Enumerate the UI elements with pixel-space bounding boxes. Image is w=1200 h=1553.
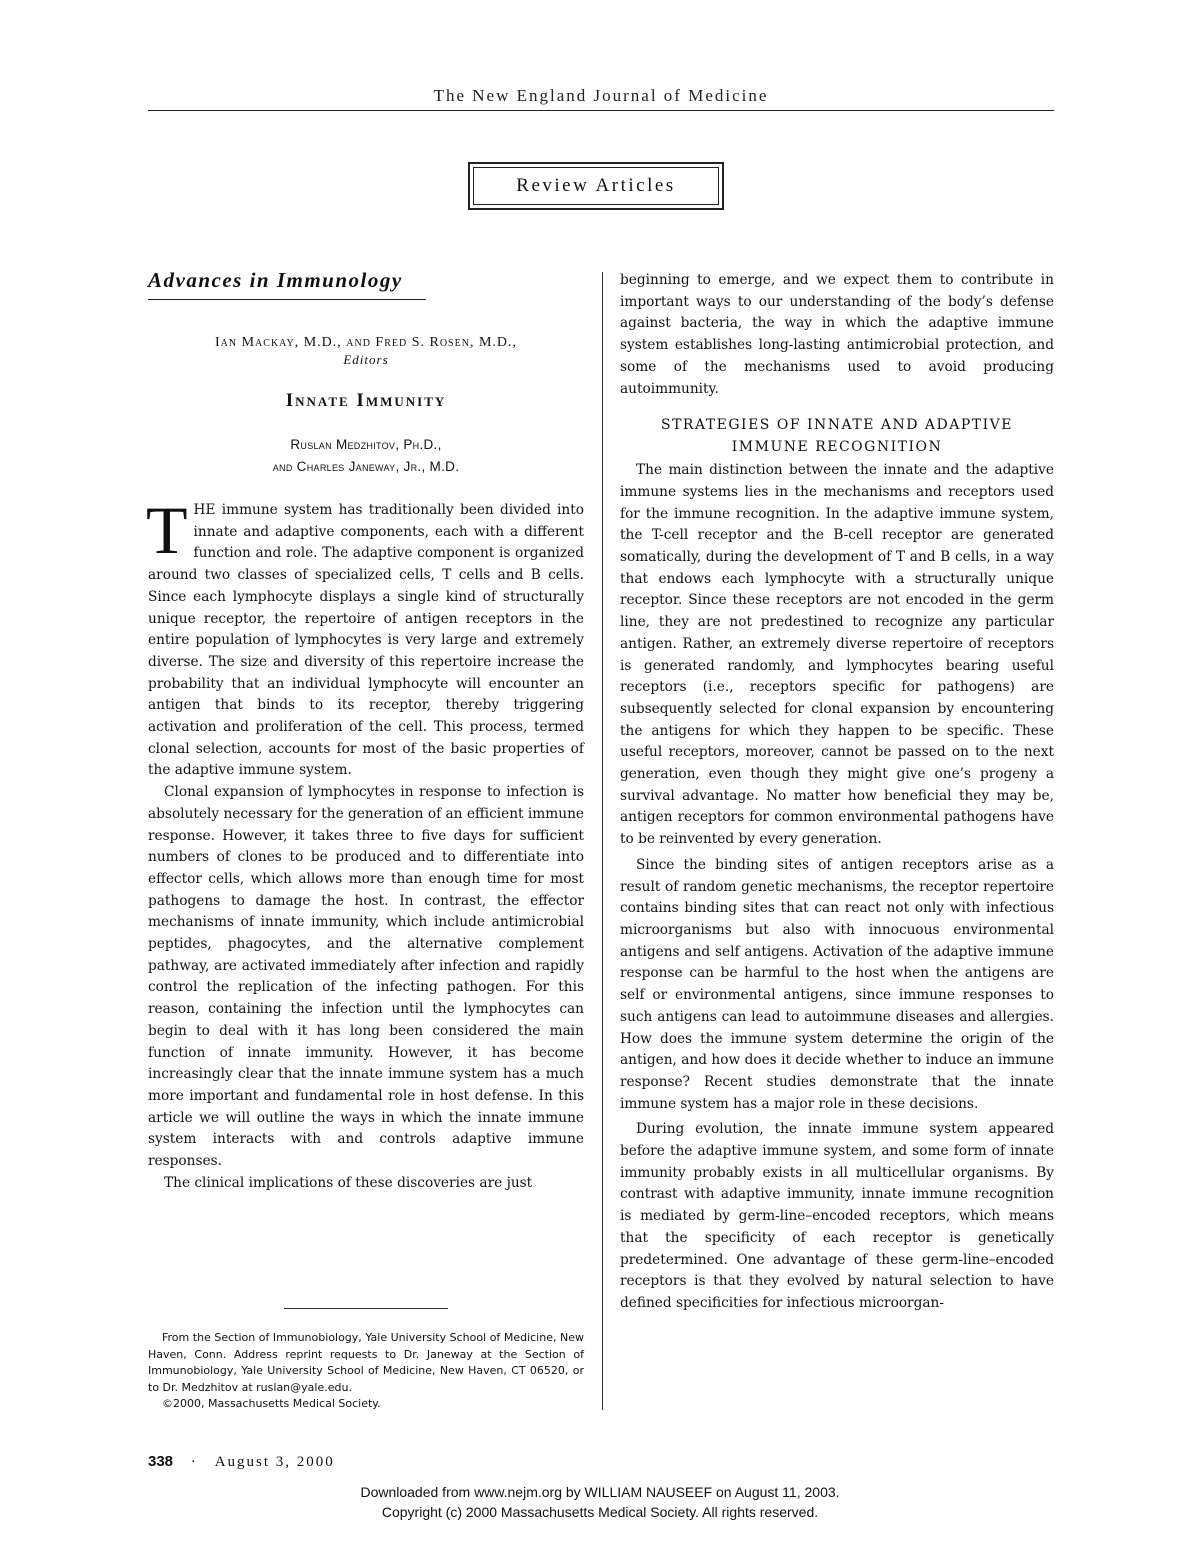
footnote	[148, 1330, 584, 1413]
article-title: Innate Immunity	[285, 390, 447, 411]
body-paragraph-2: Clonal expansion of lymphocytes in response to infection is absolutely necessary for the generation of an efficient immune response. However, it takes three to five days for sufficient numbers of clones to be produced and to differentiate into effector cells, which allows more than enough time for most pathogens to damage the host. In contrast, the effector mechanisms of innate immunity, which include antimicrobial peptides, phagocytes, and the alternative complement pathway, are activated immediately after infection and rapidly control the replication of the infecting pathogen. For this reason, containing the infection until the lymphocytes can begin to deal with it has long been considered the main function of innate immunity. However, it has become increasingly clear that the innate immune system has a much more important and fundamental role in host defense. In this article we will outline the ways in which the innate immune system interacts with and controls adaptive immune responses.	[148, 784, 584, 1170]
body-paragraph-5: Since the binding sites of antigen receptors arise as a result of random genetic mechanisms, the receptor repertoire contains binding sites that can react not only with infectious microorganisms but also with innocuous environmental antigens and self antigens. Activation of the adaptive immune response can be harmful to the host when the antigens are self or environmental antigens, since immune responses to such antigens can lead to autoimmune diseases and allergies. How does the immune system determine the origin of the antigen, and how does it decide whether to induce an immune response? Recent studies demonstrate that the innate immune system has a major role in these decisions.	[620, 856, 1054, 1112]
authors	[148, 434, 584, 478]
download-notice	[0, 1482, 1200, 1522]
drop-cap: T	[146, 492, 188, 568]
copyright-line: Copyright (c) 2000 Massachusetts Medical Society. All rights reserved.	[381, 1504, 819, 1520]
left-column	[148, 268, 584, 1195]
section-heading-line-1: STRATEGIES OF INNATE AND ADAPTIVE	[661, 417, 1013, 434]
header-rule	[148, 110, 1054, 111]
column-divider	[602, 272, 603, 1410]
issue-date: August 3, 2000	[214, 1454, 335, 1470]
running-head: The New England Journal of Medicine	[433, 86, 769, 105]
footnote-rule	[284, 1308, 448, 1309]
authors-line-1: Ruslan Medzhitov, Ph.D.,	[290, 437, 442, 452]
page-number: 338	[148, 1453, 174, 1470]
right-column	[620, 270, 1054, 1315]
section-label: Review Articles	[473, 167, 719, 205]
editors-names: Ian Mackay, M.D., and Fred S. Rosen, M.D.,	[215, 335, 517, 350]
footer-separator: ·	[190, 1454, 198, 1470]
paragraph-text: immune system has traditionally been divided into innate and adaptive components, each with a different function and role. The adaptive component is organized around two classes of specialized cells, T cells and B cells. Since each lymphocyte displays a single kind of structurally unique receptor, the repertoire of antigen receptors in the entire population of lymphocytes is very large and extremely diverse. The size and diversity of this repertoire increase the probability that an individual lymphocyte will encounter an antigen that binds to its receptor, thereby triggering activation and proliferation of the cell. This process, termed clonal selection, accounts for most of the basic properties of the adaptive immune system.	[148, 502, 584, 779]
body-paragraph-4: The main distinction between the innate and the adaptive immune systems lies in the mechanisms and receptors used for the immune recognition. In the adaptive immune system, the T-cell receptor and the B-cell receptor are generated somatically, during the development of T and B cells, in a way that endows each lymphocyte with a structurally unique receptor. Since these receptors are not encoded in the germ line, they are not predestined to recognize any particular antigen. Rather, an extremely diverse repertoire of receptors is generated randomly, and lymphocytes bearing useful receptors (i.e., receptors specific for pathogens) are subsequently selected for clonal expansion by encountering the antigens for which they happen to be specific. These useful receptors, moreover, cannot be passed on to the next generation, even though they might give one’s progeny a survival advantage. No matter how beneficial they may be, antigen receptors for common environmental pathogens have to be reinvented by every generation.	[620, 462, 1054, 848]
series-title: Advances in Immunology	[148, 268, 426, 300]
body-paragraph-6: During evolution, the innate immune system appeared before the adaptive immune system, and some form of innate immunity probably exists in all multicellular organisms. By contrast with adaptive immunity, innate immune recognition is mediated by germ-line–encoded receptors, which means that the specificity of each receptor is genetically predetermined. One advantage of these germ-line–encoded receptors is that they evolved by natural selection to have defined specificities for infectious microorgan-	[620, 1121, 1054, 1311]
body-paragraph-1	[146, 492, 584, 782]
section-heading	[620, 414, 1054, 458]
body-paragraph-3: The clinical implications of these discoveries are just	[164, 1174, 533, 1191]
authors-line-2: and Charles Janeway, Jr., M.D.	[272, 459, 460, 474]
body-paragraph-continued: beginning to emerge, and we expect them to contribute in important ways to our understanding of the body’s defense against bacteria, the way in which the adaptive immune system establishes long-lasting antimicrobial protection, and some of the mechanisms used to avoid producing autoimmunity.	[620, 272, 1054, 397]
lead-in: HE	[193, 502, 216, 518]
section-heading-line-2: IMMUNE RECOGNITION	[731, 439, 943, 456]
download-line: Downloaded from www.nejm.org by WILLIAM NAUSEEF on August 11, 2003.	[360, 1484, 840, 1500]
page-footer	[148, 1453, 335, 1471]
footnote-affiliation: From the Section of Immunobiology, Yale University School of Medicine, New Haven, Conn. Address reprint requests to Dr. Janeway at the Section of Immunobiology, Yale University School of Medicine, New Haven, CT 06520, or to Dr. Medzhitov at ruslan@yale.edu.	[148, 1331, 584, 1394]
section-label-box	[468, 162, 724, 210]
footnote-copyright: ©2000, Massachusetts Medical Society.	[162, 1397, 381, 1410]
editors-role: Editors	[343, 352, 389, 367]
